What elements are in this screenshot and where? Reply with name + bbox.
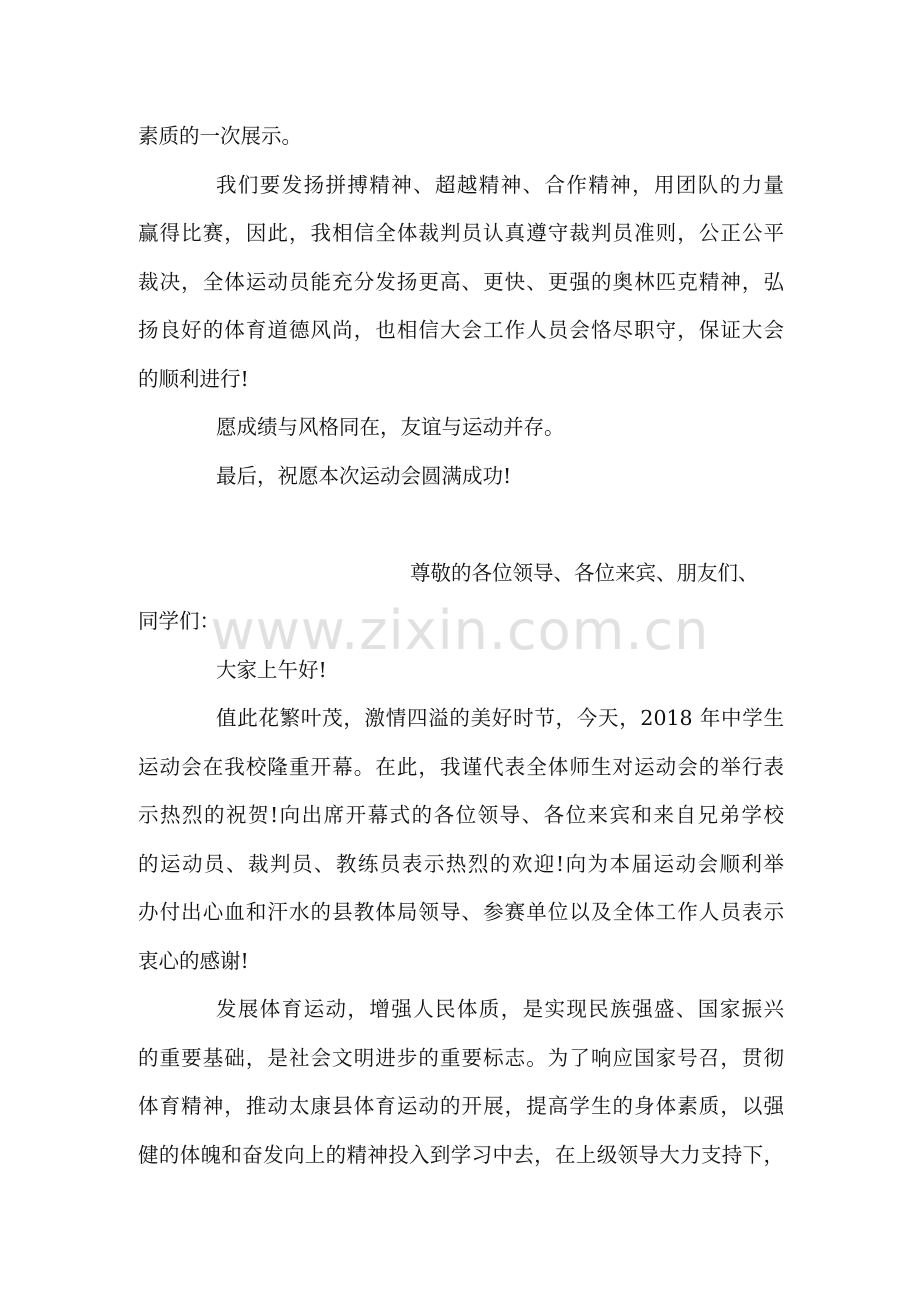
text-line: 素质的一次展示。 [138, 124, 302, 148]
text-line: 衷心的感谢! [138, 948, 249, 973]
text-line: 健的体魄和奋发向上的精神投入到学习中去，在上级领导大力支持下， [138, 1142, 784, 1167]
text-line: 赢得比赛，因此，我相信全体裁判员认真遵守裁判员准则，公正公平 [138, 221, 784, 245]
text-line: 值此花繁叶茂，激情四溢的美好时节，今天，2018 年中学生 [216, 706, 784, 730]
text-line: 运动会在我校隆重开幕。在此，我谨代表全体师生对运动会的举行表 [138, 754, 784, 779]
text-line: 体育精神，推动太康县体育运动的开展，提高学生的身体素质，以强 [138, 1094, 784, 1118]
text-line: 扬良好的体育道德风尚，也相信大会工作人员会恪尽职守，保证大会 [138, 318, 784, 342]
greeting-line: 大家上午好! [216, 657, 327, 682]
blank-line [138, 500, 784, 549]
text-line: 办付出心血和汗水的县教体局领导、参赛单位以及全体工作人员表示 [138, 900, 784, 924]
document-body [138, 112, 784, 1179]
text-line: 的运动员、裁判员、教练员表示热烈的欢迎!向为本届运动会顺利举 [138, 851, 784, 876]
text-line: 的顺利进行! [138, 366, 249, 391]
text-line: 最后，祝愿本次运动会圆满成功! [216, 463, 512, 488]
text-line: 我们要发扬拼搏精神、超越精神、合作精神，用团队的力量 [216, 172, 784, 197]
watermark: www.zixin.com.cn [210, 599, 710, 662]
salutation-line: 同学们： [138, 609, 220, 633]
text-line: 示热烈的祝贺!向出席开幕式的各位领导、各位来宾和来自兄弟学校 [138, 803, 784, 827]
text-line: 发展体育运动，增强人民体质，是实现民族强盛、国家振兴 [216, 997, 784, 1021]
salutation-line: 尊敬的各位领导、各位来宾、朋友们、 [410, 560, 759, 585]
text-line: 愿成绩与风格同在，友谊与运动并存。 [216, 415, 565, 439]
text-line: 裁决，全体运动员能充分发扬更高、更快、更强的奥林匹克精神，弘 [138, 269, 784, 294]
text-line: 的重要基础，是社会文明进步的重要标志。为了响应国家号召，贯彻 [138, 1045, 784, 1070]
